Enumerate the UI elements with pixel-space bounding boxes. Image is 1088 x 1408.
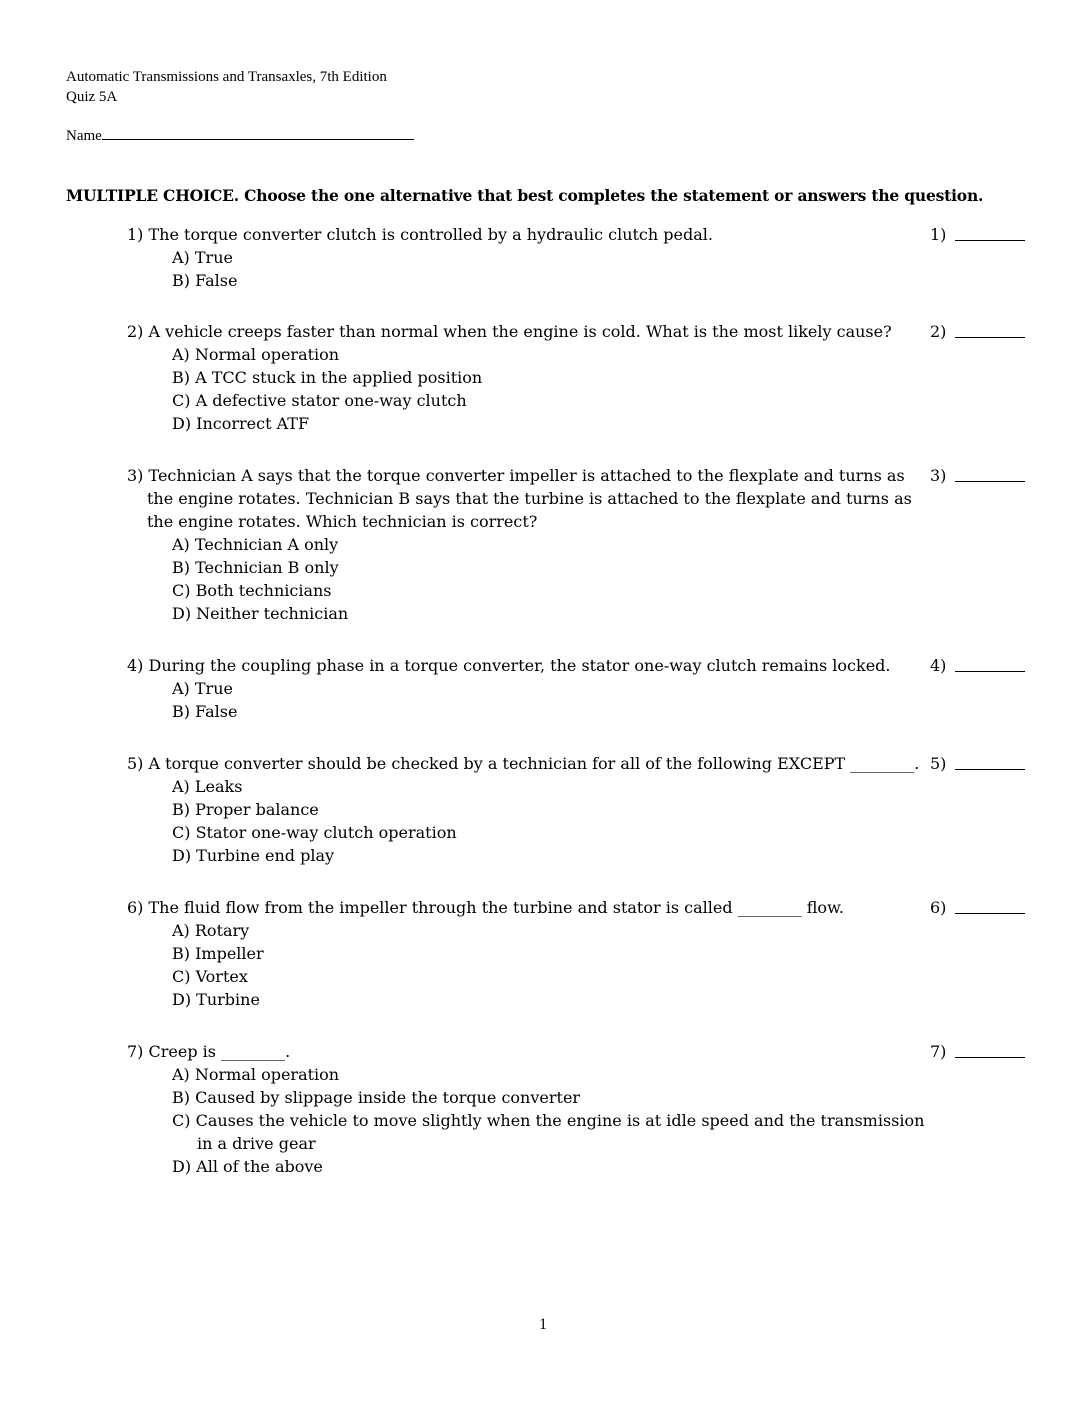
name-label: Name	[66, 128, 102, 144]
answer-blank	[955, 1057, 1025, 1058]
answer-option: A) Normal operation	[172, 345, 340, 364]
answer-option: B) Technician B only	[172, 558, 339, 577]
answer-option: D) All of the above	[172, 1157, 323, 1176]
answer-number: 3)	[930, 466, 947, 485]
question-3	[127, 464, 1087, 625]
question-4	[127, 654, 1087, 723]
name-field	[66, 125, 414, 146]
question-7	[127, 1040, 1087, 1178]
question-text: 1) The torque converter clutch is controlled by a hydraulic clutch pedal.	[127, 225, 713, 244]
answer-number: 7)	[930, 1042, 947, 1061]
name-blank-line	[102, 125, 414, 140]
answer-option: B) Caused by slippage inside the torque converter	[172, 1088, 581, 1107]
answer-option: C) Vortex	[172, 967, 248, 986]
answer-option: D) Incorrect ATF	[172, 414, 310, 433]
question-text: 5) A torque converter should be checked by a technician for all of the following EXCEPT ________.	[127, 754, 920, 773]
instructions: MULTIPLE CHOICE. Choose the one alternative that best completes the statement or answers the question.	[66, 186, 984, 205]
answer-option: B) False	[172, 702, 238, 721]
page-number: 1	[539, 1316, 547, 1333]
answer-option: B) Proper balance	[172, 800, 319, 819]
answer-blank	[955, 481, 1025, 482]
answer-option: A) True	[172, 679, 233, 698]
answer-number: 6)	[930, 898, 947, 917]
question-text: 6) The fluid flow from the impeller through the turbine and stator is called ________ flow.	[127, 898, 844, 917]
quiz-label: Quiz 5A	[66, 89, 118, 105]
answer-option: C) A defective stator one-way clutch	[172, 391, 467, 410]
answer-blank	[955, 240, 1025, 241]
answer-option: C) Causes the vehicle to move slightly when the engine is at idle speed and the transmission in a drive gear	[172, 1111, 925, 1153]
question-5	[127, 752, 1087, 867]
answer-option: B) False	[172, 271, 238, 290]
answer-option: A) Technician A only	[172, 535, 339, 554]
answer-number: 5)	[930, 754, 947, 773]
question-2	[127, 320, 1087, 435]
answer-option: B) A TCC stuck in the applied position	[172, 368, 483, 387]
question-text: 3) Technician A says that the torque converter impeller is attached to the flexplate and turns as the engine rotates. Technician B says that the turbine is attached to the flexplate and turns as the engine rotates. Which technician is correct?	[127, 466, 912, 531]
answer-option: B) Impeller	[172, 944, 264, 963]
answer-blank	[955, 671, 1025, 672]
answer-option: C) Both technicians	[172, 581, 332, 600]
answer-number: 2)	[930, 322, 947, 341]
answer-blank	[955, 769, 1025, 770]
answer-option: A) Leaks	[172, 777, 243, 796]
answer-option: D) Neither technician	[172, 604, 349, 623]
answer-option: D) Turbine end play	[172, 846, 335, 865]
answer-number: 4)	[930, 656, 947, 675]
answer-option: A) True	[172, 248, 233, 267]
answer-option: C) Stator one-way clutch operation	[172, 823, 457, 842]
answer-option: A) Rotary	[172, 921, 250, 940]
answer-blank	[955, 913, 1025, 914]
question-6	[127, 896, 1087, 1011]
question-text: 4) During the coupling phase in a torque converter, the stator one-way clutch remains locked.	[127, 656, 891, 675]
question-text: 7) Creep is ________.	[127, 1042, 291, 1061]
answer-option: A) Normal operation	[172, 1065, 340, 1084]
answer-number: 1)	[930, 225, 947, 244]
question-text: 2) A vehicle creeps faster than normal when the engine is cold. What is the most likely cause?	[127, 322, 892, 341]
answer-blank	[955, 337, 1025, 338]
question-1	[127, 223, 1087, 292]
answer-option: D) Turbine	[172, 990, 260, 1009]
document-title: Automatic Transmissions and Transaxles, 7th Edition	[66, 69, 387, 85]
